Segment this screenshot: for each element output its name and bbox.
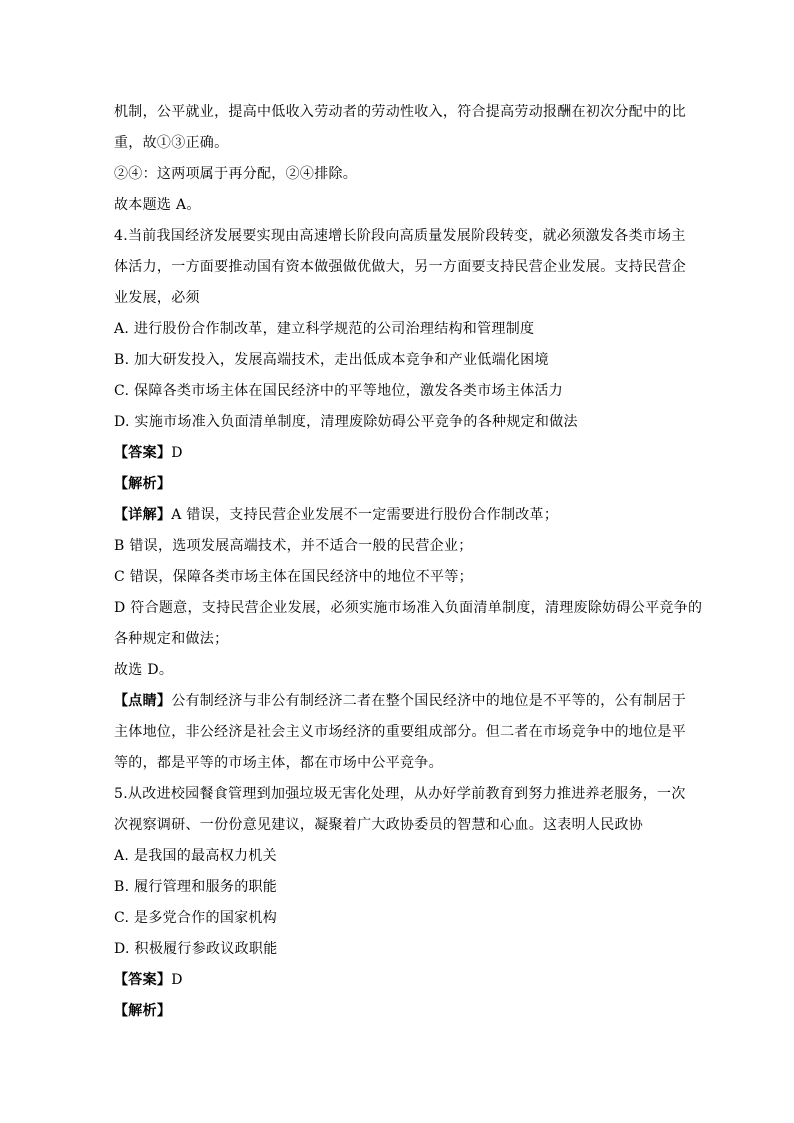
q4-detail-line-5: 各种规定和做法； <box>114 631 229 647</box>
q4-answer-tag: 【答案】 <box>114 445 172 461</box>
q4-answer-value: D <box>171 445 183 461</box>
q4-detail-line-1-row <box>114 505 558 525</box>
q5-option-c: C. 是多党合作的国家机构 <box>114 910 278 926</box>
q4-stem-line-3: 业发展，必须 <box>114 290 200 306</box>
q5-option-d: D. 积极履行参政议政职能 <box>114 941 278 957</box>
q4-answer-line <box>114 443 183 463</box>
q4-detail-tag: 【详解】 <box>114 507 172 523</box>
q4-detail-line-4: D 符合题意，支持民营企业发展，必须实施市场准入负面清单制度，清理废除妨碍公平竞争的 <box>114 600 703 616</box>
q4-detail-line-3: C 错误，保障各类市场主体在国民经济中的地位不平等； <box>114 569 473 585</box>
q5-answer-line <box>114 970 183 990</box>
q5-answer-tag: 【答案】 <box>114 972 172 988</box>
q5-stem-line-1: 5.从改进校园餐食管理到加强垃圾无害化处理，从办好学前教育到努力推进养老服务，一次 <box>114 786 686 802</box>
q4-option-b: B. 加大研发投入，发展高端技术，走出低成本竞争和产业低端化困境 <box>114 352 549 368</box>
q5-answer-value: D <box>171 972 183 988</box>
q4-conclusion: 故选 D。 <box>114 662 174 678</box>
q5-option-a: A. 是我国的最高权力机关 <box>114 848 277 864</box>
q5-stem-line-2: 次视察调研、一份份意见建议，凝聚着广大政协委员的智慧和心血。这表明人民政协 <box>114 817 644 833</box>
q5-option-b: B. 履行管理和服务的职能 <box>114 879 278 895</box>
q4-stem-line-1: 4.当前我国经济发展要实现由高速增长阶段向高质量发展阶段转变，就必须激发各类市场主 <box>114 228 686 244</box>
q4-detail-line-2: B 错误，选项发展高端技术，并不适合一般的民营企业； <box>114 538 473 554</box>
q4-option-c: C. 保障各类市场主体在国民经济中的平等地位，激发各类市场主体活力 <box>114 383 564 399</box>
continuation-line-1: 机制，公平就业，提高中低收入劳动者的劳动性收入，符合提高劳动报酬在初次分配中的比 <box>114 104 686 120</box>
q5-analysis-tag: 【解析】 <box>114 1003 172 1019</box>
q4-analysis-tag: 【解析】 <box>114 476 172 492</box>
q4-option-a: A. 进行股份合作制改革，建立科学规范的公司治理结构和管理制度 <box>114 321 535 337</box>
q4-note-line-1: 公有制经济与非公有制经济二者在整个国民经济中的地位是不平等的，公有制居于 <box>171 693 687 709</box>
continuation-line-2: 重，故①③正确。 <box>114 135 229 151</box>
q4-stem-line-2: 体活力，一方面要推动国有资本做强做优做大，另一方面要支持民营企业发展。支持民营企 <box>114 259 686 275</box>
q4-note-line-2: 主体地位，非公经济是社会主义市场经济的重要组成部分。但二者在市场竞争中的地位是平 <box>114 724 686 740</box>
q4-note-line-1-row <box>114 691 686 711</box>
q4-note-line-3: 等的，都是平等的市场主体，都在市场中公平竞争。 <box>114 755 443 771</box>
continuation-line-4: 故本题选 A。 <box>114 197 201 213</box>
q4-detail-line-1: A 错误，支持民营企业发展不一定需要进行股份合作制改革； <box>171 507 559 523</box>
q4-note-tag: 【点睛】 <box>114 693 172 709</box>
q4-option-d: D. 实施市场准入负面清单制度，清理废除妨碍公平竞争的各种规定和做法 <box>114 414 578 430</box>
continuation-line-3: ②④：这两项属于再分配，②④排除。 <box>114 166 358 182</box>
